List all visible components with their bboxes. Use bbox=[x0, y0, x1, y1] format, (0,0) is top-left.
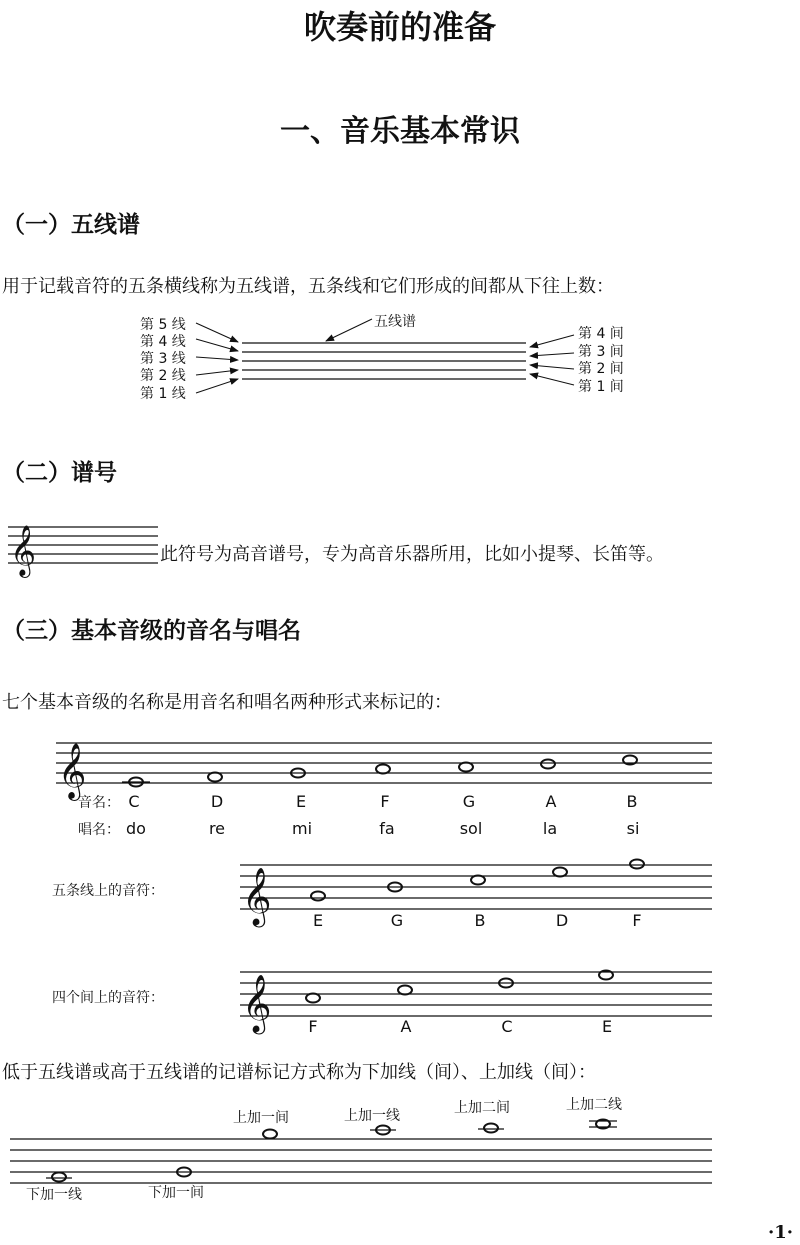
treble-clef-icon: 𝄞 bbox=[58, 743, 87, 799]
solfege-name: do bbox=[126, 819, 146, 838]
line-label-1: 第 1 线 bbox=[140, 386, 186, 402]
solfege-name: si bbox=[626, 819, 640, 838]
ledger-label: 上加二间 bbox=[454, 1100, 510, 1116]
line-note-name: G bbox=[390, 911, 404, 930]
heading-staff: （一）五线谱 bbox=[2, 211, 140, 238]
line-note-name: F bbox=[632, 911, 642, 930]
line-note-name: D bbox=[555, 911, 569, 930]
ledger-label: 上加二线 bbox=[566, 1097, 622, 1113]
page-number: ·1· bbox=[768, 1222, 794, 1243]
note-a bbox=[541, 760, 555, 769]
treble-clef-icon: 𝄞 bbox=[10, 525, 37, 576]
ledger-description: 低于五线谱或高于五线谱的记谱标记方式称为下加线（间）、上加线（间）： bbox=[2, 1062, 596, 1083]
solfege-name: sol bbox=[459, 819, 483, 838]
lines-notes-label: 五条线上的音符： bbox=[52, 883, 164, 899]
line-notes-staff bbox=[0, 845, 800, 935]
clef-staff bbox=[0, 505, 170, 585]
note-f bbox=[376, 765, 390, 774]
line-note-name: B bbox=[474, 911, 486, 930]
space-label-3: 第 3 间 bbox=[578, 344, 624, 360]
line-label-4: 第 4 线 bbox=[140, 334, 186, 350]
page-title: 吹奏前的准备 bbox=[303, 8, 496, 46]
note-d bbox=[208, 773, 222, 782]
heading-clef: （二）谱号 bbox=[2, 459, 117, 486]
treble-clef-icon: 𝄞 bbox=[242, 974, 272, 1032]
ledger-label: 下加一间 bbox=[148, 1185, 204, 1201]
ledger-label: 上加一间 bbox=[233, 1110, 289, 1126]
solfege-name: la bbox=[542, 819, 558, 838]
space-note-name: E bbox=[601, 1017, 613, 1036]
space-note-name: F bbox=[308, 1017, 318, 1036]
staff-label: 五线谱 bbox=[374, 314, 416, 330]
solfege-name: re bbox=[208, 819, 226, 838]
staff-lines-diagram bbox=[0, 305, 800, 410]
note-name: F bbox=[380, 792, 390, 811]
section-title: 一、音乐基本常识 bbox=[280, 114, 520, 149]
spaces-notes-label: 四个间上的音符： bbox=[52, 990, 164, 1006]
space-notes-staff bbox=[0, 952, 800, 1042]
space-label-1: 第 1 间 bbox=[578, 379, 624, 395]
line-label-3: 第 3 线 bbox=[140, 351, 186, 367]
solfege-row-label: 唱名： bbox=[78, 822, 120, 838]
solfege-name: mi bbox=[291, 819, 313, 838]
staff-description: 用于记载音符的五条横线称为五线谱，五条线和它们形成的间都从下往上数： bbox=[2, 276, 614, 297]
space-note-name: A bbox=[400, 1017, 412, 1036]
name-row-label: 音名： bbox=[78, 795, 120, 811]
note-g bbox=[459, 763, 473, 772]
notes-description: 七个基本音级的名称是用音名和唱名两种形式来标记的： bbox=[2, 692, 452, 713]
line-note-name: E bbox=[312, 911, 324, 930]
note-name: C bbox=[128, 792, 140, 811]
line-label-5: 第 5 线 bbox=[140, 317, 186, 333]
treble-clef-icon: 𝄞 bbox=[242, 867, 272, 925]
ledger-label: 上加一线 bbox=[344, 1108, 400, 1124]
ledger-lines-staff bbox=[0, 1088, 800, 1213]
solfege-name: fa bbox=[379, 819, 395, 838]
note-name: G bbox=[462, 792, 476, 811]
space-label-2: 第 2 间 bbox=[578, 361, 624, 377]
note-name: E bbox=[295, 792, 307, 811]
note-name: A bbox=[545, 792, 557, 811]
ledger-label: 下加一线 bbox=[26, 1187, 82, 1203]
heading-notes: （三）基本音级的音名与唱名 bbox=[2, 617, 301, 644]
clef-description: 此符号为高音谱号，专为高音乐器所用，比如小提琴、长笛等。 bbox=[160, 544, 664, 565]
space-label-4: 第 4 间 bbox=[578, 326, 624, 342]
space-note-name: C bbox=[501, 1017, 513, 1036]
note-name: B bbox=[626, 792, 638, 811]
basic-notes-staff bbox=[0, 725, 800, 845]
note-name: D bbox=[210, 792, 224, 811]
line-label-2: 第 2 线 bbox=[140, 368, 186, 384]
